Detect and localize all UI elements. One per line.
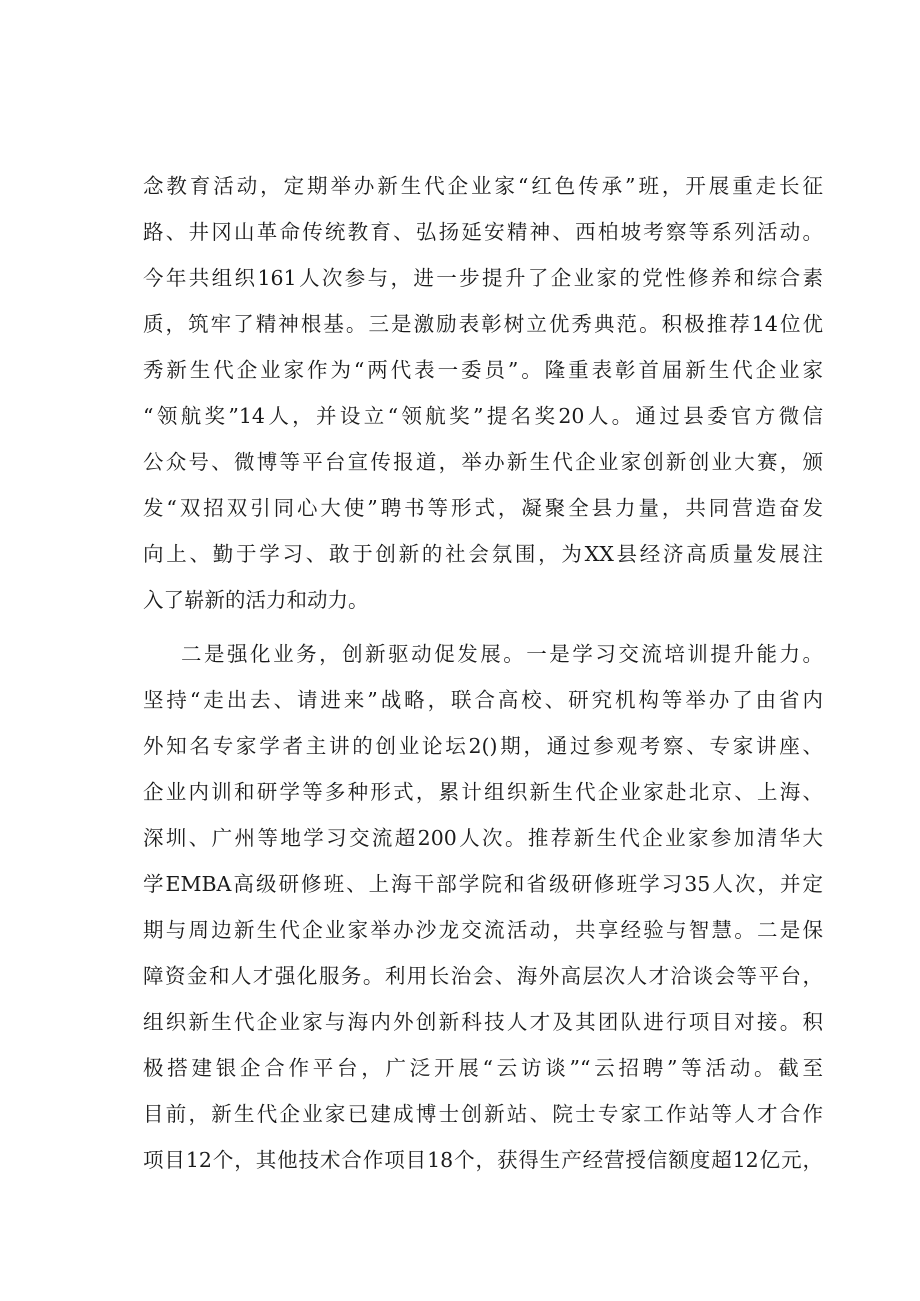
- text-line: 坚持“走出去、请进来”战略，联合高校、研究机构等举办了由省内: [143, 688, 823, 712]
- text-line: 极搭建银企合作平台，广泛开展“云访谈”“云招聘”等活动。截至: [143, 1056, 823, 1080]
- text-line: 发“双招双引同心大使”聘书等形式，凝聚全县力量，共同营造奋发: [143, 496, 823, 520]
- text-line: 目前，新生代企业家已建成博士创新站、院士专家工作站等人才合作: [143, 1102, 823, 1126]
- body-text: [143, 163, 823, 1183]
- paragraph-heading-line: 二是强化业务，创新驱动促发展。一是学习交流培训提升能力。: [181, 642, 823, 666]
- text-line: 公众号、微博等平台宣传报道，举办新生代企业家创新创业大赛，颁: [143, 450, 823, 474]
- text-line: 路、井冈山革命传统教育、弘扬延安精神、西柏坡考察等系列活动。: [143, 220, 823, 244]
- text-line: 学EMBA高级研修班、上海干部学院和省级研修班学习35人次，并定: [143, 872, 823, 896]
- text-line: 组织新生代企业家与海内外创新科技人才及其团队进行项目对接。积: [143, 1010, 823, 1034]
- text-line: 入了崭新的活力和动力。: [143, 588, 369, 612]
- text-line: 外知名专家学者主讲的创业论坛2()期，通过参观考察、专家讲座、: [143, 734, 823, 758]
- text-line: 项目12个，其他技术合作项目18个，获得生产经营授信额度超12亿元，: [143, 1148, 823, 1172]
- text-line: 秀新生代企业家作为“两代表一委员”。隆重表彰首届新生代企业家: [143, 358, 823, 382]
- text-line: 深圳、广州等地学习交流超200人次。推荐新生代企业家参加清华大: [143, 826, 823, 850]
- text-line: 今年共组织161人次参与，进一步提升了企业家的党性修养和综合素: [143, 266, 823, 290]
- text-line: 念教育活动，定期举办新生代企业家“红色传承”班，开展重走长征: [143, 174, 823, 198]
- text-line: 障资金和人才强化服务。利用长治会、海外高层次人才洽谈会等平台，: [143, 964, 823, 988]
- text-line: “领航奖”14人，并设立“领航奖”提名奖20人。通过县委官方微信: [143, 404, 823, 428]
- text-line: 质，筑牢了精神根基。三是激励表彰树立优秀典范。积极推荐14位优: [143, 312, 823, 336]
- text-line: 期与周边新生代企业家举办沙龙交流活动，共享经验与智慧。二是保: [143, 918, 823, 942]
- text-line: 企业内训和研学等多种形式，累计组织新生代企业家赴北京、上海、: [143, 780, 823, 804]
- text-line: 向上、勤于学习、敢于创新的社会氛围，为XX县经济高质量发展注: [143, 542, 823, 566]
